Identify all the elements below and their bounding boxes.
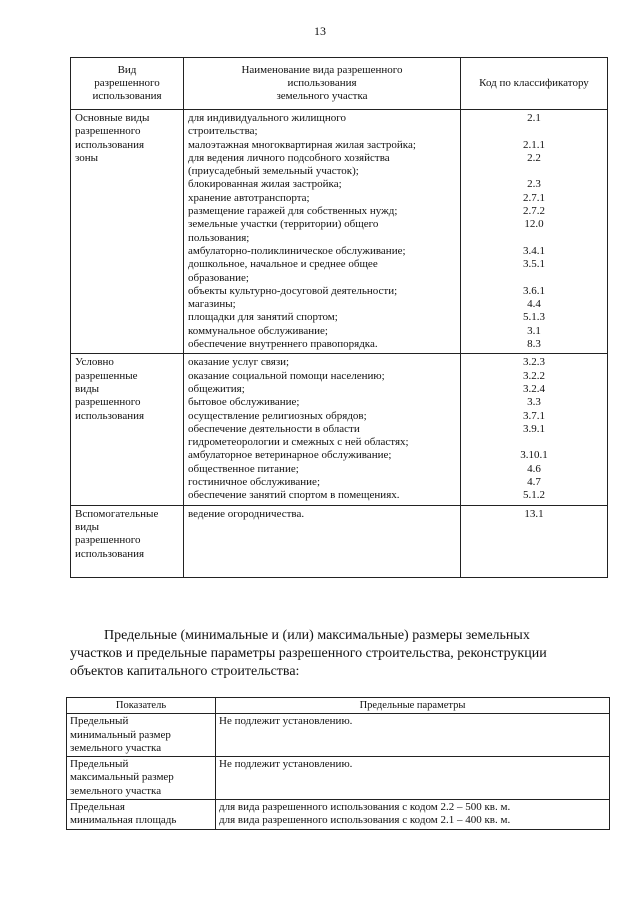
use-names-conditional: оказание услуг связи; оказание социальной помощи населению; общежития; бытовое обслуживание; осуществление религиозных обрядов; обеспечение деятельности в области гидрометеорологии и смежных с ней областях; амбулаторное ветеринарное обслуживание; общественное питание; гостиничное обслуживание; обеспечение занятий спортом в помещениях. (184, 354, 461, 505)
indicator-label: Предельный минимальный размер земельного участка (67, 714, 216, 757)
category-auxiliary: Вспомогательные виды разрешенного использования (71, 505, 184, 577)
use-names-auxiliary: ведение огородничества. (184, 505, 461, 577)
limit-parameters-table (66, 697, 610, 830)
category-conditional: Условно разрешенные виды разрешенного использования (71, 354, 184, 505)
page-number: 13 (314, 24, 326, 38)
table-header-row (67, 698, 610, 714)
codes-auxiliary: 13.1 (461, 505, 608, 577)
header-parameters: Предельные параметры (216, 698, 610, 714)
indicator-label: Предельная минимальная площадь (67, 800, 216, 830)
limits-paragraph: Предельные (минимальные и (или) максимальные) размеры земельных участков и предельные параметры разрешенного строительства, реконструкции объектов капитального строительства: (70, 628, 547, 679)
codes-conditional: 3.2.3 3.2.2 3.2.4 3.3 3.7.1 3.9.1 3.10.1 4.6 4.7 5.1.2 (461, 354, 608, 505)
table-header-row (71, 58, 608, 110)
header-classifier-code: Код по классификатору (461, 58, 608, 110)
permitted-use-table (70, 57, 608, 578)
indicator-label: Предельный максимальный размер земельного участка (67, 757, 216, 800)
header-use-name: Наименование вида разрешенного использования земельного участка (184, 58, 461, 110)
parameter-value: Не подлежит установлению. (216, 714, 610, 757)
category-main: Основные виды разрешенного использования зоны (71, 110, 184, 354)
use-names-main: для индивидуального жилищного строительства; малоэтажная многоквартирная жилая застройка; для ведения личного подсобного хозяйства (приусадебный земельный участок); блокированная жилая застройка; хранение автотранспорта; размещение гаражей для собственных нужд; земельные участки (территории) общего пользования; амбулаторно-поликлиническое обслуживание; дошкольное, начальное и среднее общее образование; объекты культурно-досуговой деятельности; магазины; площадки для занятий спортом; коммунальное обслуживание; обеспечение внутреннего правопорядка. (184, 110, 461, 354)
header-use-type: Вид разрешенного использования (71, 58, 184, 110)
header-indicator: Показатель (67, 698, 216, 714)
table-row (67, 714, 610, 757)
table-row-conditional-uses (71, 354, 608, 505)
codes-main: 2.1 2.1.1 2.2 2.3 2.7.1 2.7.2 12.0 3.4.1 3.5.1 3.6.1 4.4 5.1.3 3.1 8.3 (461, 110, 608, 354)
parameter-value: для вида разрешенного использования с кодом 2.2 – 500 кв. м. для вида разрешенного использования с кодом 2.1 – 400 кв. м. (216, 800, 610, 830)
table-row (67, 757, 610, 800)
table-row (67, 800, 610, 830)
table-row-main-uses (71, 110, 608, 354)
parameter-value: Не подлежит установлению. (216, 757, 610, 800)
table-row-auxiliary-uses (71, 505, 608, 577)
